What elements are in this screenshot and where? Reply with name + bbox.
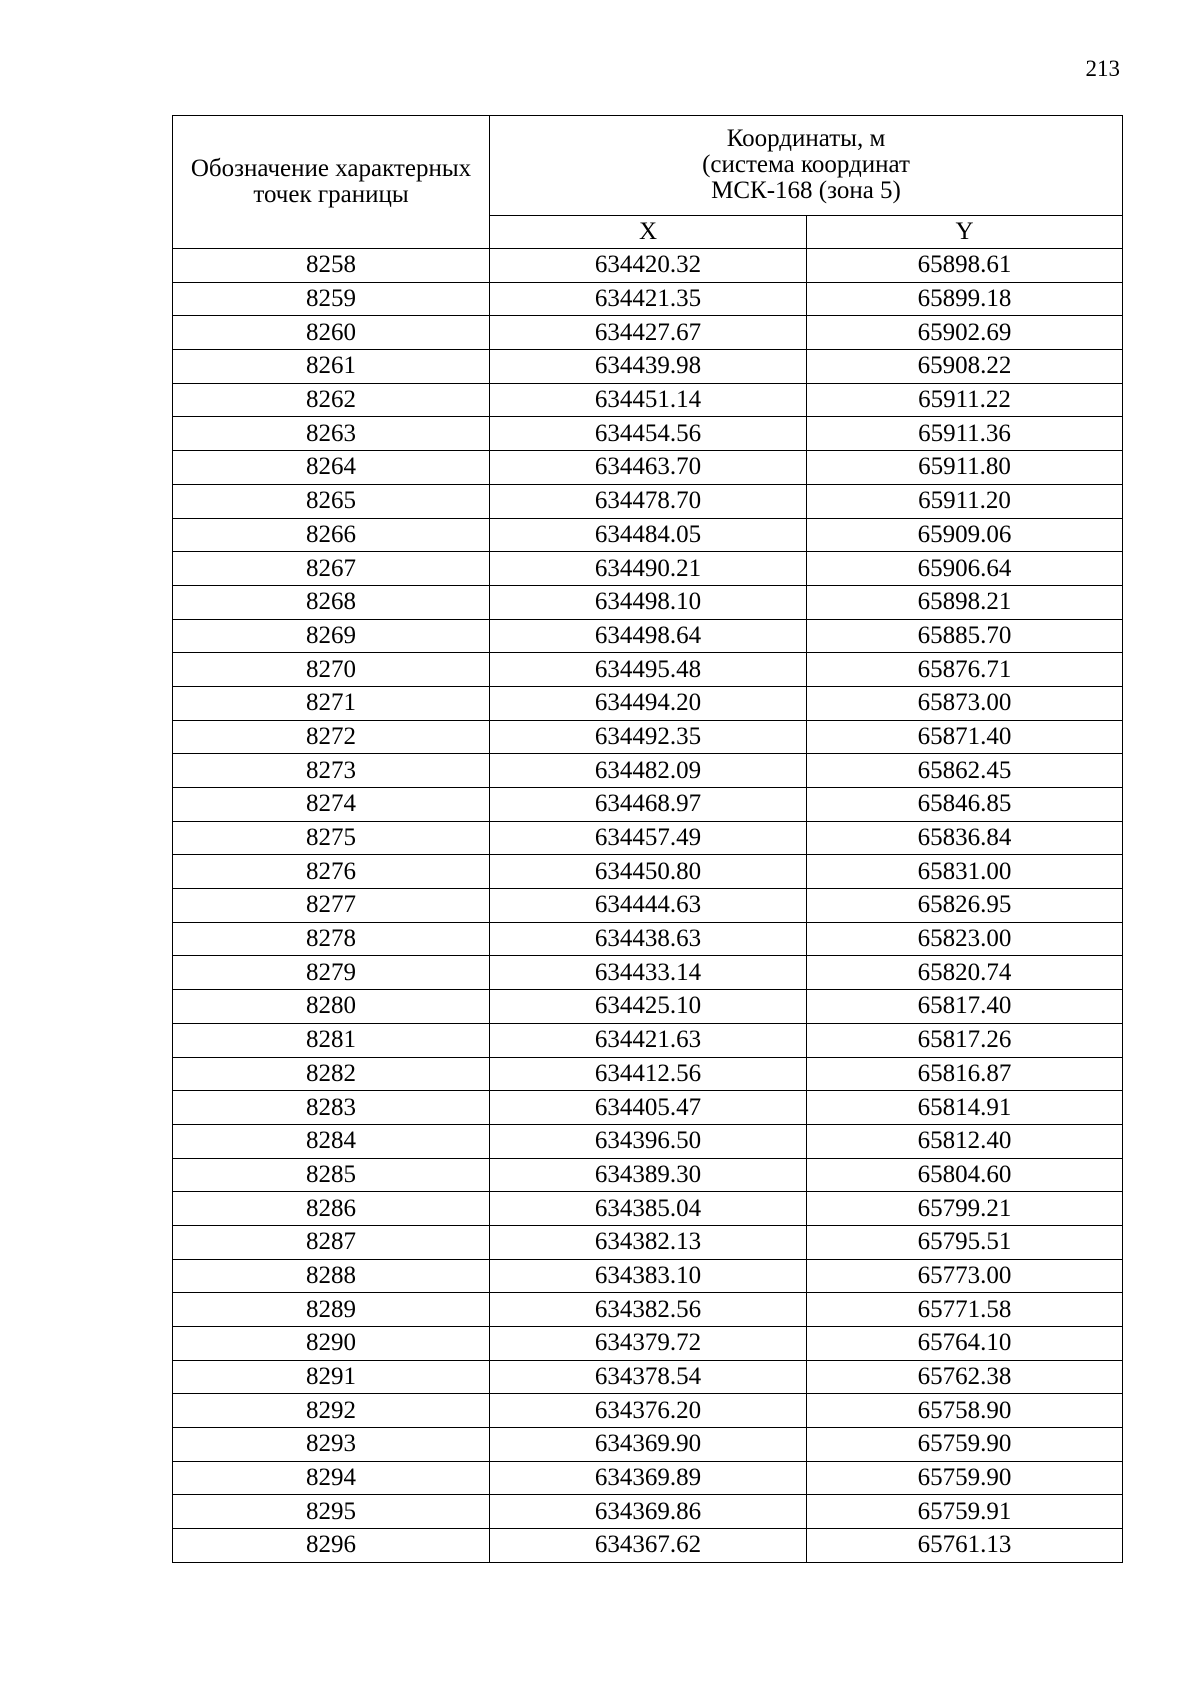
table-row	[173, 1529, 1123, 1563]
point-cell: 8294	[173, 1461, 490, 1495]
table-row	[173, 1327, 1123, 1361]
y-cell: 65911.80	[807, 451, 1123, 485]
table-row	[173, 1192, 1123, 1226]
point-cell: 8260	[173, 316, 490, 350]
y-cell: 65911.20	[807, 484, 1123, 518]
y-cell: 65846.85	[807, 788, 1123, 822]
x-cell: 634484.05	[490, 518, 807, 552]
x-cell: 634482.09	[490, 754, 807, 788]
coordinates-table	[172, 115, 1123, 1563]
y-cell: 65814.91	[807, 1091, 1123, 1125]
table-row	[173, 889, 1123, 923]
y-cell: 65764.10	[807, 1327, 1123, 1361]
point-cell: 8296	[173, 1529, 490, 1563]
x-cell: 634385.04	[490, 1192, 807, 1226]
y-cell: 65812.40	[807, 1124, 1123, 1158]
point-cell: 8284	[173, 1124, 490, 1158]
table-row	[173, 1225, 1123, 1259]
y-cell: 65817.26	[807, 1023, 1123, 1057]
y-cell: 65762.38	[807, 1360, 1123, 1394]
x-cell: 634490.21	[490, 552, 807, 586]
y-cell: 65799.21	[807, 1192, 1123, 1226]
point-cell: 8274	[173, 788, 490, 822]
table-row	[173, 990, 1123, 1024]
x-cell: 634454.56	[490, 417, 807, 451]
x-cell: 634439.98	[490, 350, 807, 384]
x-cell: 634420.32	[490, 249, 807, 283]
y-cell: 65831.00	[807, 855, 1123, 889]
x-cell: 634450.80	[490, 855, 807, 889]
header-coords-title-line3: МСК-168 (зона 5)	[711, 177, 901, 205]
x-cell: 634421.35	[490, 282, 807, 316]
table-row	[173, 1293, 1123, 1327]
y-cell: 65911.22	[807, 383, 1123, 417]
x-cell: 634376.20	[490, 1394, 807, 1428]
x-cell: 634425.10	[490, 990, 807, 1024]
x-cell: 634369.90	[490, 1428, 807, 1462]
table-row	[173, 788, 1123, 822]
y-cell: 65795.51	[807, 1225, 1123, 1259]
x-cell: 634396.50	[490, 1124, 807, 1158]
table-row	[173, 1023, 1123, 1057]
point-cell: 8295	[173, 1495, 490, 1529]
y-cell: 65823.00	[807, 922, 1123, 956]
table-row	[173, 1057, 1123, 1091]
point-cell: 8291	[173, 1360, 490, 1394]
point-cell: 8288	[173, 1259, 490, 1293]
x-cell: 634468.97	[490, 788, 807, 822]
x-cell: 634494.20	[490, 686, 807, 720]
point-cell: 8269	[173, 619, 490, 653]
y-cell: 65876.71	[807, 653, 1123, 687]
x-cell: 634444.63	[490, 889, 807, 923]
point-cell: 8279	[173, 956, 490, 990]
table-row	[173, 350, 1123, 384]
table-row	[173, 922, 1123, 956]
x-cell: 634389.30	[490, 1158, 807, 1192]
point-cell: 8285	[173, 1158, 490, 1192]
x-cell: 634421.63	[490, 1023, 807, 1057]
x-cell: 634451.14	[490, 383, 807, 417]
y-cell: 65899.18	[807, 282, 1123, 316]
header-coords-title-line1: Координаты, м	[726, 125, 886, 153]
table-row	[173, 855, 1123, 889]
x-cell: 634382.13	[490, 1225, 807, 1259]
table-row	[173, 653, 1123, 687]
header-y: Y	[807, 215, 1123, 248]
point-cell: 8263	[173, 417, 490, 451]
x-cell: 634382.56	[490, 1293, 807, 1327]
x-cell: 634478.70	[490, 484, 807, 518]
point-cell: 8276	[173, 855, 490, 889]
table-row	[173, 1495, 1123, 1529]
point-cell: 8264	[173, 451, 490, 485]
x-cell: 634367.62	[490, 1529, 807, 1563]
y-cell: 65759.90	[807, 1461, 1123, 1495]
table-row	[173, 585, 1123, 619]
y-cell: 65898.61	[807, 249, 1123, 283]
table-row	[173, 1461, 1123, 1495]
point-cell: 8283	[173, 1091, 490, 1125]
x-cell: 634498.64	[490, 619, 807, 653]
table-row	[173, 1259, 1123, 1293]
table-row	[173, 1428, 1123, 1462]
point-cell: 8293	[173, 1428, 490, 1462]
table-row	[173, 686, 1123, 720]
x-cell: 634369.86	[490, 1495, 807, 1529]
y-cell: 65862.45	[807, 754, 1123, 788]
header-x: X	[490, 215, 807, 248]
table-row	[173, 282, 1123, 316]
y-cell: 65873.00	[807, 686, 1123, 720]
x-cell: 634492.35	[490, 720, 807, 754]
y-cell: 65836.84	[807, 821, 1123, 855]
y-cell: 65759.90	[807, 1428, 1123, 1462]
point-cell: 8265	[173, 484, 490, 518]
y-cell: 65816.87	[807, 1057, 1123, 1091]
y-cell: 65773.00	[807, 1259, 1123, 1293]
point-cell: 8259	[173, 282, 490, 316]
point-cell: 8273	[173, 754, 490, 788]
x-cell: 634433.14	[490, 956, 807, 990]
point-cell: 8286	[173, 1192, 490, 1226]
table-row	[173, 518, 1123, 552]
point-cell: 8280	[173, 990, 490, 1024]
x-cell: 634378.54	[490, 1360, 807, 1394]
table-row	[173, 451, 1123, 485]
point-cell: 8282	[173, 1057, 490, 1091]
table-row	[173, 249, 1123, 283]
y-cell: 65898.21	[807, 585, 1123, 619]
y-cell: 65804.60	[807, 1158, 1123, 1192]
y-cell: 65909.06	[807, 518, 1123, 552]
point-cell: 8281	[173, 1023, 490, 1057]
table-row	[173, 1394, 1123, 1428]
table-row	[173, 821, 1123, 855]
point-cell: 8261	[173, 350, 490, 384]
table-row	[173, 1158, 1123, 1192]
y-cell: 65906.64	[807, 552, 1123, 586]
x-cell: 634495.48	[490, 653, 807, 687]
table-row	[173, 1091, 1123, 1125]
point-cell: 8287	[173, 1225, 490, 1259]
y-cell: 65871.40	[807, 720, 1123, 754]
table-row	[173, 1124, 1123, 1158]
point-cell: 8267	[173, 552, 490, 586]
point-cell: 8258	[173, 249, 490, 283]
table-row	[173, 1360, 1123, 1394]
point-cell: 8272	[173, 720, 490, 754]
header-point-label: Обозначение характерных точек границы	[173, 116, 490, 249]
y-cell: 65817.40	[807, 990, 1123, 1024]
table-row	[173, 383, 1123, 417]
point-cell: 8290	[173, 1327, 490, 1361]
table-row	[173, 484, 1123, 518]
x-cell: 634498.10	[490, 585, 807, 619]
table-row	[173, 754, 1123, 788]
y-cell: 65885.70	[807, 619, 1123, 653]
x-cell: 634369.89	[490, 1461, 807, 1495]
header-coords-title-line2: (система координат	[702, 151, 910, 179]
y-cell: 65761.13	[807, 1529, 1123, 1563]
point-cell: 8289	[173, 1293, 490, 1327]
table-row	[173, 720, 1123, 754]
table-row	[173, 619, 1123, 653]
x-cell: 634438.63	[490, 922, 807, 956]
x-cell: 634463.70	[490, 451, 807, 485]
y-cell: 65771.58	[807, 1293, 1123, 1327]
x-cell: 634383.10	[490, 1259, 807, 1293]
point-cell: 8277	[173, 889, 490, 923]
y-cell: 65902.69	[807, 316, 1123, 350]
table-body	[173, 249, 1123, 1563]
point-cell: 8275	[173, 821, 490, 855]
table-row	[173, 316, 1123, 350]
x-cell: 634412.56	[490, 1057, 807, 1091]
point-cell: 8266	[173, 518, 490, 552]
y-cell: 65826.95	[807, 889, 1123, 923]
table-row	[173, 552, 1123, 586]
point-cell: 8292	[173, 1394, 490, 1428]
x-cell: 634427.67	[490, 316, 807, 350]
y-cell: 65758.90	[807, 1394, 1123, 1428]
point-cell: 8262	[173, 383, 490, 417]
point-cell: 8268	[173, 585, 490, 619]
point-cell: 8270	[173, 653, 490, 687]
x-cell: 634457.49	[490, 821, 807, 855]
header-coords-title	[490, 116, 1123, 216]
table-row	[173, 417, 1123, 451]
y-cell: 65911.36	[807, 417, 1123, 451]
point-cell: 8278	[173, 922, 490, 956]
y-cell: 65759.91	[807, 1495, 1123, 1529]
table-row	[173, 956, 1123, 990]
y-cell: 65820.74	[807, 956, 1123, 990]
x-cell: 634405.47	[490, 1091, 807, 1125]
x-cell: 634379.72	[490, 1327, 807, 1361]
y-cell: 65908.22	[807, 350, 1123, 384]
point-cell: 8271	[173, 686, 490, 720]
page-number: 213	[1085, 56, 1120, 81]
